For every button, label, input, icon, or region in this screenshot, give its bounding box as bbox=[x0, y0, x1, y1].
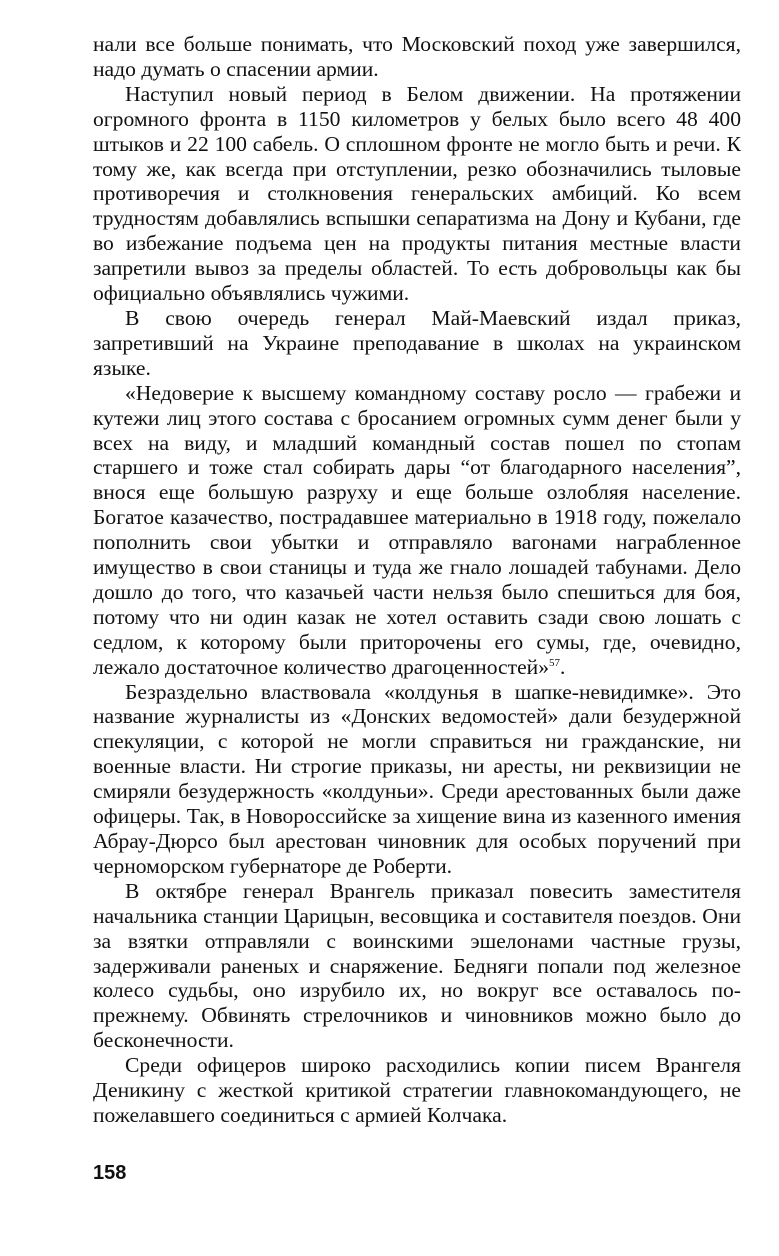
paragraph-continuation: нали все больше понимать, что Московский поход уже завершился, надо думать о спасении армии. bbox=[93, 32, 741, 81]
page-number: 158 bbox=[93, 1162, 127, 1184]
quote-text: «Недоверие к высшему командному составу росло — грабежи и кутежи лиц этого состава с бросанием огромных сумм денег были у всех на виду, и младший командный состав пошел по стопам старшего и тоже стал собирать дары “от благодарного населения”, внося еще большую разруху и еще больше озлобляя население. Богатое казачество, пострадавшее материально в 1918 году, пожелало пополнить свои убытки и отправляло вагонами награбленное имущество в свои станицы и туда же гнало лошадей табунами. Дело дошло до того, что казачьей части нельзя было спешиться для боя, потому что ни один казак не хотел оставить сзади свою лошать с седлом, к которому были приторочены его сумы, где, очевидно, лежало достаточное количество драгоценностей» bbox=[93, 380, 741, 679]
paragraph-wrangel-order: В октябре генерал Врангель приказал повесить заместителя начальника станции Царицын, весовщика и составителя поездов. Они за взятки отправляли с воинскими эшелонами частные грузы, задерживали раненых и снаряжение. Бедняги попали под железное колесо судьбы, оно изрубило их, но вокруг все оставалось по-прежнему. Обвинять стрелочников и чиновников можно было до бесконечности. bbox=[93, 878, 741, 1053]
paragraph-may-maevsky: В свою очередь генерал Май-Маевский издал приказ, запретивший на Украине преподавание в школах на украинском языке. bbox=[93, 305, 741, 380]
paragraph-quote bbox=[93, 381, 741, 680]
footnote-ref: 57 bbox=[549, 656, 561, 669]
quote-end: . bbox=[560, 654, 566, 679]
paragraph-letters: Среди офицеров широко расходились копии писем Врангеля Деникину с жесткой критикой стратегии главнокомандующего, не пожелавшего соединиться с армией Колчака. bbox=[93, 1053, 741, 1127]
page-body bbox=[93, 32, 741, 1128]
paragraph-new-period: Наступил новый период в Белом движении. На протяжении огромного фронта в 1150 километров у белых было всего 48 400 штыков и 22 100 сабель. О сплошном фронте не могло быть и речи. К тому же, как всегда при отступлении, резко обозначились тыловые противоречия и столкновения генеральских амбиций. Ко всем трудностям добавлялись вспышки сепаратизма на Дону и Кубани, где во избежание подъема цен на продукты питания местные власти запретили вывоз за пределы областей. То есть добровольцы как бы официально объявлялись чужими. bbox=[93, 81, 741, 306]
paragraph-speculation: Безраздельно властвовала «колдунья в шапке-невидимке». Это название журналисты из «Донских ведомостей» дали безудержной спекуляции, с которой не могли справиться ни гражданские, ни военные власти. Ни строгие приказы, ни аресты, ни реквизиции не смиряли безудержность «колдуньи». Среди арестованных были даже офицеры. Так, в Новороссийске за хищение вина из казенного имения Абрау-Дюрсо был арестован чиновник для особых поручений при черноморском губернаторе де Роберти. bbox=[93, 679, 741, 878]
